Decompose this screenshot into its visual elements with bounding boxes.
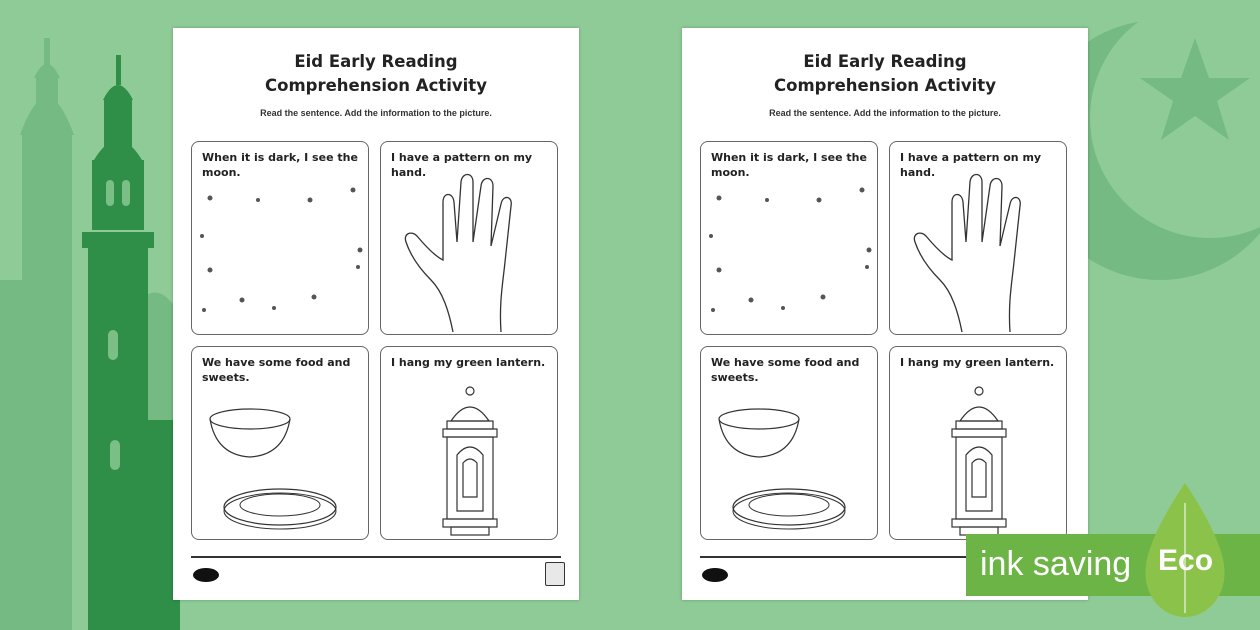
panel-text: We have some food and sweets. xyxy=(711,356,860,384)
twinkl-logo-icon xyxy=(193,568,219,582)
footer-badge-icon xyxy=(545,562,565,586)
eco-label: Eco xyxy=(1158,544,1214,577)
panel-hand xyxy=(889,141,1067,335)
lantern-icon xyxy=(890,347,1068,541)
panel-moon xyxy=(700,141,878,335)
worksheet-preview-2[interactable] xyxy=(682,28,1088,600)
worksheet-title: Eid Early Reading Comprehension Activity xyxy=(774,52,996,95)
panel-hand xyxy=(380,141,558,335)
twinkl-logo-icon xyxy=(702,568,728,582)
worksheet-instruction: Read the sentence. Add the information to the picture. xyxy=(769,108,1001,118)
panel-text: I have a pattern on my hand. xyxy=(900,151,1042,179)
worksheet-title: Eid Early Reading Comprehension Activity xyxy=(265,52,487,95)
panel-food xyxy=(191,346,369,540)
panel-text: We have some food and sweets. xyxy=(202,356,351,384)
worksheet-preview-1[interactable] xyxy=(173,28,579,600)
panel-moon xyxy=(191,141,369,335)
panel-text: I have a pattern on my hand. xyxy=(391,151,533,179)
worksheet-instruction: Read the sentence. Add the information to the picture. xyxy=(260,108,492,118)
panel-text: I hang my green lantern. xyxy=(391,356,546,369)
lantern-icon xyxy=(381,347,559,541)
panel-lantern xyxy=(889,346,1067,540)
footer-divider xyxy=(191,556,561,558)
panel-text: When it is dark, I see the moon. xyxy=(202,151,358,179)
panel-text: When it is dark, I see the moon. xyxy=(711,151,867,179)
panel-text: I hang my green lantern. xyxy=(900,356,1055,369)
panel-food xyxy=(700,346,878,540)
ink-saving-text: ink saving xyxy=(980,545,1132,583)
panel-lantern xyxy=(380,346,558,540)
